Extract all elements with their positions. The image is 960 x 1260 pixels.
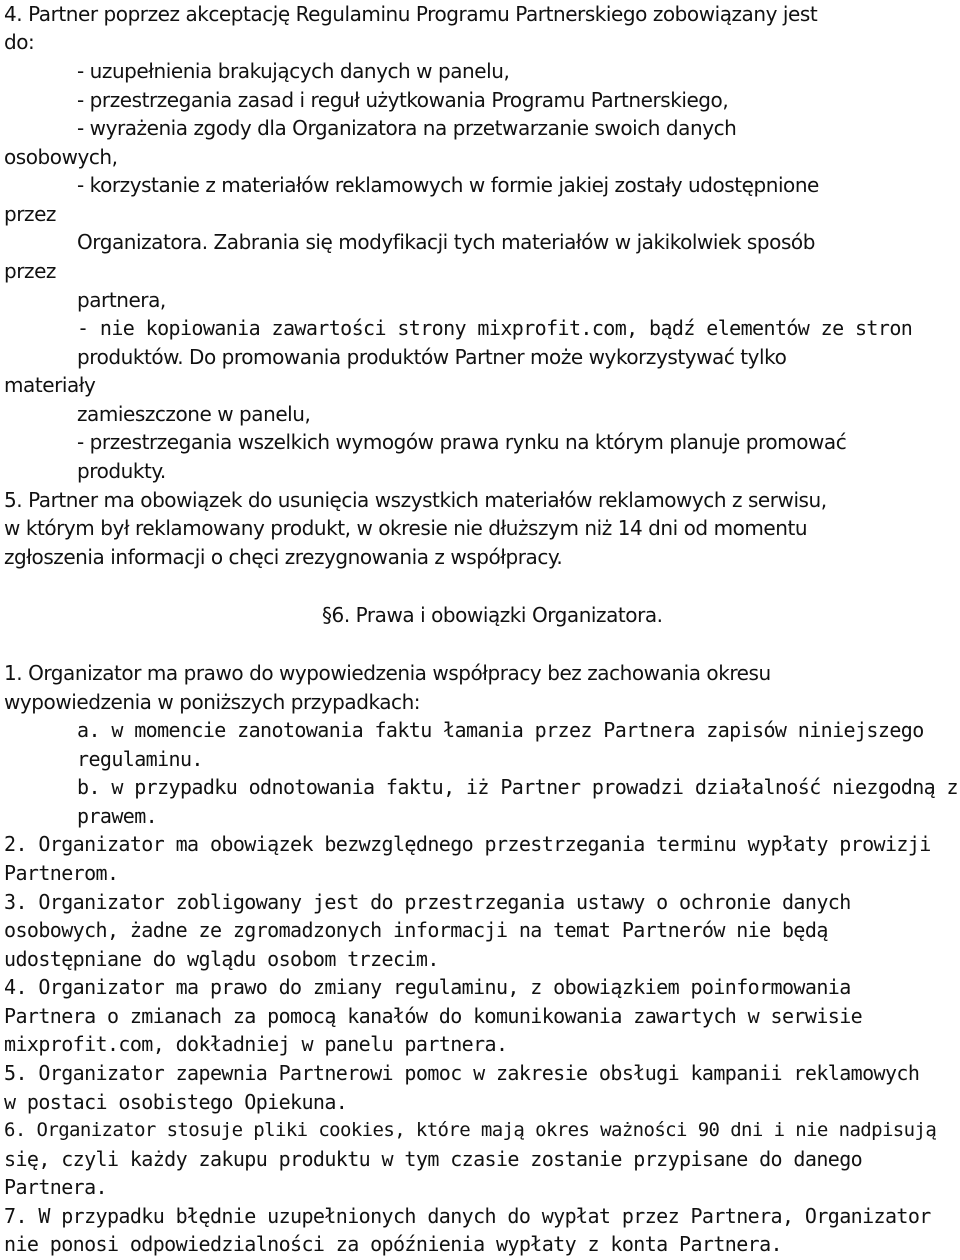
clause-sub-line: prawem. — [77, 804, 158, 828]
clause-line: 7. W przypadku błędnie uzupełnionych danych do wypłat przez Partnera, Organizator — [4, 1204, 931, 1228]
clause-line: 1. Organizator ma prawo do wypowiedzenia współpracy bez zachowania okresu — [4, 661, 771, 685]
list-item-line: - uzupełnienia brakujących danych w panelu, — [77, 59, 510, 83]
clause-line: 5. Organizator zapewnia Partnerowi pomoc w zakresie obsługi kampanii reklamowych — [4, 1061, 920, 1085]
clause-line: 3. Organizator zobligowany jest do przestrzegania ustawy o ochronie danych — [4, 890, 851, 914]
clause-line: udostępniane do wglądu osobom trzecim. — [4, 947, 439, 971]
clause-line: mixprofit.com, dokładniej w panelu partnera. — [4, 1032, 508, 1056]
section-5-line-2: w którym był reklamowany produkt, w okresie nie dłuższym niż 14 dni od momentu — [4, 516, 808, 540]
clause-sub-line: regulaminu. — [77, 747, 203, 771]
section-4-line-1: 4. Partner poprzez akceptację Regulaminu Programu Partnerskiego zobowiązany jest — [4, 2, 818, 26]
clause-line: 4. Organizator ma prawo do zmiany regulaminu, z obowiązkiem poinformowania — [4, 975, 851, 999]
clause-line: wypowiedzenia w poniższych przypadkach: — [4, 690, 421, 714]
list-item-wrap: przez — [4, 259, 56, 283]
list-item-line: produkty. — [77, 459, 166, 483]
list-item-line: - wyrażenia zgody dla Organizatora na przetwarzanie swoich danych — [77, 116, 737, 140]
clause-line: 6. Organizator stosuje pliki cookies, które mają okres ważności 90 dni i nie nadpisują — [4, 1119, 937, 1141]
section-5-line-1: 5. Partner ma obowiązek do usunięcia wszystkich materiałów reklamowych z serwisu, — [4, 488, 827, 512]
list-item-line: produktów. Do promowania produktów Partner może wykorzystywać tylko — [77, 345, 787, 369]
list-item-wrap: przez — [4, 202, 56, 226]
clause-line: osobowych, żadne ze zgromadzonych informacji na temat Partnerów nie będą — [4, 918, 828, 942]
clause-line: Partnera. — [4, 1175, 107, 1199]
section-heading: §6. Prawa i obowiązki Organizatora. — [322, 603, 663, 627]
clause-sub-line: b. w przypadku odnotowania faktu, iż Partner prowadzi działalność niezgodną z — [77, 775, 958, 799]
list-item-line: Organizatora. Zabrania się modyfikacji tych materiałów w jakikolwiek sposób — [77, 230, 815, 254]
list-item-wrap: osobowych, — [4, 145, 118, 169]
list-item-line: - przestrzegania zasad i reguł użytkowania Programu Partnerskiego, — [77, 88, 729, 112]
clause-sub-line: a. w momencie zanotowania faktu łamania przez Partnera zapisów niniejszego — [77, 718, 924, 742]
section-4-line-2: do: — [4, 30, 35, 54]
list-item-line: - nie kopiowania zawartości strony mixprofit.com, bądź elementów ze stron — [77, 316, 913, 340]
list-item-line: - przestrzegania wszelkich wymogów prawa rynku na którym planuje promować — [77, 430, 847, 454]
list-item-wrap: materiały — [4, 373, 96, 397]
clause-line: Partnerom. — [4, 861, 119, 885]
list-item-line: partnera, — [77, 288, 166, 312]
clause-line: 2. Organizator ma obowiązek bezwzględnego przestrzegania terminu wypłaty prowizji — [4, 832, 931, 856]
clause-line: nie ponosi odpowiedzialności za opóźnienia wypłaty z konta Partnera. — [4, 1232, 782, 1256]
clause-line: w postaci osobistego Opiekuna. — [4, 1090, 348, 1114]
clause-line: się, czyli każdy zakupu produktu w tym czasie zostanie przypisane do danego — [4, 1147, 863, 1171]
list-item-line: zamieszczone w panelu, — [77, 402, 311, 426]
list-item-line: - korzystanie z materiałów reklamowych w formie jakiej zostały udostępnione — [77, 173, 819, 197]
clause-line: Partnera o zmianach za pomocą kanałów do komunikowania zawartych w serwisie — [4, 1004, 863, 1028]
section-5-line-3: zgłoszenia informacji o chęci zrezygnowania z współpracy. — [4, 545, 563, 569]
